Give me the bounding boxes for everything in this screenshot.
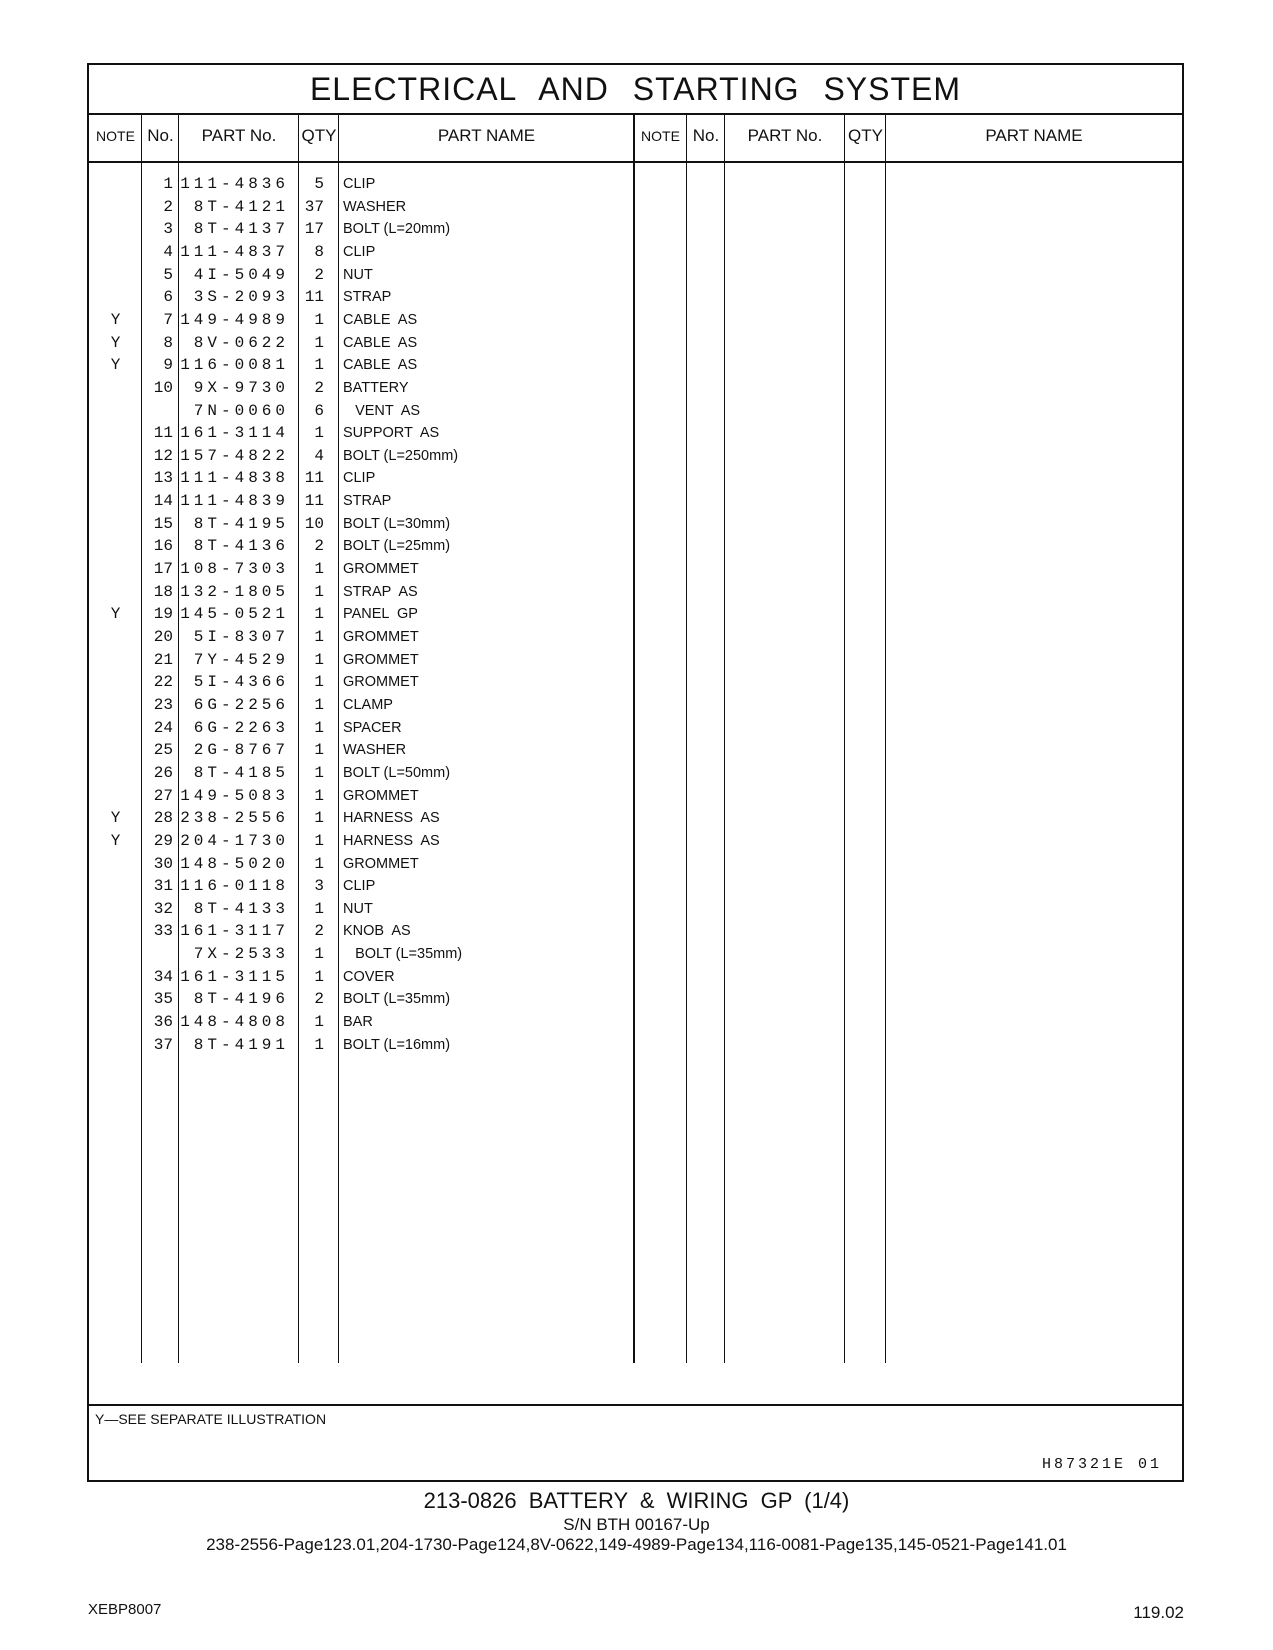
part-name-cell: WASHER (343, 742, 407, 759)
publication-code: XEBP8007 (88, 1601, 162, 1618)
part-name-cell: BATTERY (343, 379, 409, 396)
header-part-name-right: PART NAME (985, 126, 1083, 145)
part-number-cell: 8T-4137 (193, 220, 289, 239)
part-number-cell: 145-0521 (180, 605, 289, 624)
item-number-cell: 30 (153, 854, 173, 873)
header-no-left: No. (147, 126, 174, 145)
header-qty-left: QTY (301, 126, 337, 145)
column-divider (724, 113, 725, 1363)
note-cell: Y (110, 831, 121, 850)
part-number-cell: 8T-4133 (193, 899, 289, 918)
quantity-cell: 1 (314, 786, 324, 805)
quantity-cell: 17 (304, 220, 324, 239)
part-number-cell: 7Y-4529 (193, 650, 289, 669)
item-number-cell: 4 (163, 242, 173, 261)
quantity-cell: 2 (314, 922, 324, 941)
part-name-cell: KNOB AS (343, 923, 411, 940)
page-title: ELECTRICAL AND STARTING SYSTEM (89, 65, 1182, 115)
quantity-cell: 1 (314, 1035, 324, 1054)
part-name-cell: SPACER (343, 719, 402, 736)
item-number-cell: 13 (153, 469, 173, 488)
item-number-cell: 10 (153, 378, 173, 397)
quantity-cell: 1 (314, 809, 324, 828)
quantity-cell: 11 (304, 288, 324, 307)
quantity-cell: 1 (314, 333, 324, 352)
item-number-cell: 18 (153, 582, 173, 601)
item-number-cell: 12 (153, 446, 173, 465)
item-number-cell: 20 (153, 628, 173, 646)
quantity-cell: 1 (314, 831, 324, 850)
quantity-cell: 11 (304, 492, 324, 511)
part-name-cell: PANEL GP (343, 606, 418, 623)
part-number-cell: 8T-4185 (193, 763, 289, 782)
item-number-cell: 2 (163, 197, 173, 216)
part-number-cell: 111-4836 (180, 175, 289, 193)
group-caption: 213-0826 BATTERY & WIRING GP (1/4) (423, 1488, 850, 1513)
part-name-cell: SUPPORT AS (343, 425, 440, 442)
part-number-cell: 8T-4195 (193, 514, 289, 533)
part-number-cell: 148-4808 (180, 1013, 289, 1032)
part-name-cell: CLAMP (343, 696, 393, 713)
part-name-cell: BOLT (L=35mm) (343, 946, 463, 963)
part-name-cell: BOLT (L=250mm) (343, 447, 459, 464)
note-cell: Y (110, 605, 121, 624)
part-name-cell: WASHER (343, 198, 407, 215)
part-number-cell: 161-3114 (180, 424, 289, 443)
part-number-cell: 111-4838 (180, 469, 289, 488)
part-name-cell: CABLE AS (343, 334, 418, 351)
item-number-cell: 8 (163, 333, 173, 352)
part-name-cell: CLIP (343, 243, 376, 260)
part-name-cell: GROMMET (343, 629, 419, 645)
item-number-cell: 23 (153, 695, 173, 714)
footnote: Y—SEE SEPARATE ILLUSTRATION (95, 1411, 327, 1427)
part-number-cell: 132-1805 (180, 582, 289, 601)
part-name-cell: VENT AS (343, 402, 421, 419)
item-number-cell: 14 (153, 492, 173, 511)
quantity-cell: 1 (314, 356, 324, 375)
part-number-cell: 8T-4191 (193, 1035, 289, 1054)
column-divider (633, 113, 635, 1363)
part-number-cell: 9X-9730 (193, 378, 289, 397)
item-number-cell: 31 (153, 877, 173, 896)
document-reference: H87321E 01 (1041, 1456, 1162, 1473)
item-number-cell: 29 (153, 831, 173, 850)
part-name-cell: GROMMET (343, 674, 419, 691)
column-divider (844, 113, 845, 1363)
part-name-cell: NUT (343, 266, 373, 283)
part-number-cell: 8V-0622 (193, 333, 289, 352)
part-name-cell: GROMMET (343, 561, 419, 578)
part-name-cell: CABLE AS (343, 311, 418, 328)
quantity-cell: 10 (304, 514, 324, 533)
quantity-cell: 3 (314, 877, 324, 896)
item-number-cell: 15 (153, 514, 173, 533)
note-cell: Y (110, 809, 121, 828)
part-number-cell: 8T-4121 (193, 197, 289, 216)
item-number-cell: 35 (153, 990, 173, 1009)
quantity-cell: 1 (314, 650, 324, 669)
quantity-cell: 2 (314, 378, 324, 397)
note-cell: Y (110, 333, 121, 352)
item-number-cell: 11 (153, 424, 173, 443)
page-cross-references: 238-2556-Page123.01,204-1730-Page124,8V-0622,149-4989-Page134,116-0081-Page135,145-0521-Page141.01 (206, 1535, 1067, 1554)
part-name-cell: GROMMET (343, 651, 419, 668)
column-header-row (89, 113, 1182, 163)
header-part-no-right: PART No. (747, 126, 823, 145)
part-name-cell: STRAP (343, 493, 392, 510)
quantity-cell: 1 (314, 854, 324, 873)
table-bottom-rule (89, 1404, 1182, 1406)
part-number-cell: 2G-8767 (193, 741, 289, 760)
quantity-cell: 1 (314, 1013, 324, 1032)
part-name-cell: BAR (343, 1014, 373, 1031)
quantity-cell: 1 (314, 673, 324, 692)
item-number-cell: 22 (153, 673, 173, 692)
part-name-cell: NUT (343, 900, 373, 917)
part-number-cell: 7N-0060 (193, 401, 289, 420)
part-number-cell: 116-0118 (180, 877, 289, 896)
quantity-cell: 37 (304, 197, 324, 216)
quantity-cell: 8 (314, 242, 324, 261)
part-number-cell: 111-4839 (180, 492, 289, 511)
item-number-cell: 34 (153, 967, 173, 986)
quantity-cell: 1 (314, 763, 324, 782)
item-number-cell: 17 (153, 560, 173, 579)
item-number-cell: 9 (163, 356, 173, 375)
part-name-cell: GROMMET (343, 787, 419, 804)
part-number-cell: 8T-4196 (193, 990, 289, 1009)
part-name-cell: BOLT (L=16mm) (343, 1036, 451, 1053)
part-number-cell: 149-4989 (180, 310, 289, 329)
item-number-cell: 21 (153, 650, 173, 669)
quantity-cell: 1 (314, 628, 324, 646)
part-name-cell: STRAP AS (343, 583, 418, 600)
part-name-cell: CABLE AS (343, 357, 418, 374)
part-number-cell: 157-4822 (180, 446, 289, 465)
header-part-name-left: PART NAME (437, 126, 536, 145)
part-name-cell: HARNESS AS (343, 832, 440, 849)
part-number-cell: 5I-8307 (193, 628, 289, 646)
item-number-cell: 24 (153, 718, 173, 737)
quantity-cell: 1 (314, 695, 324, 714)
quantity-cell: 1 (314, 899, 324, 918)
quantity-cell: 2 (314, 265, 324, 284)
quantity-cell: 2 (314, 990, 324, 1009)
part-number-cell: 148-5020 (180, 854, 289, 873)
parts-list-frame (87, 63, 1184, 1482)
item-number-cell: 7 (163, 310, 173, 329)
item-number-cell: 6 (163, 288, 173, 307)
part-name-cell: HARNESS AS (343, 810, 440, 827)
part-number-cell: 5I-4366 (193, 673, 289, 692)
header-part-no-left: PART No. (201, 126, 277, 145)
item-number-cell: 32 (153, 899, 173, 918)
part-name-cell: CLIP (343, 470, 376, 487)
part-number-cell: 6G-2256 (193, 695, 289, 714)
serial-range: S/N BTH 00167-Up (563, 1515, 710, 1534)
header-note-left: NOTE (96, 128, 135, 144)
quantity-cell: 1 (314, 945, 324, 964)
part-name-cell: COVER (343, 968, 395, 985)
part-number-cell: 3S-2093 (193, 288, 289, 307)
part-number-cell: 7X-2533 (193, 945, 289, 964)
quantity-cell: 11 (304, 469, 324, 488)
page-number: 119.02 (1133, 1603, 1184, 1622)
part-number-cell: 6G-2263 (193, 718, 289, 737)
part-name-cell: BOLT (L=35mm) (343, 991, 451, 1008)
part-name-cell: CLIP (343, 176, 376, 192)
quantity-cell: 4 (314, 446, 324, 465)
header-qty-right: QTY (848, 126, 883, 145)
part-number-cell: 111-4837 (180, 242, 289, 261)
quantity-cell: 1 (314, 741, 324, 760)
part-name-cell: BOLT (L=25mm) (343, 538, 451, 555)
column-divider (338, 113, 339, 1363)
part-name-cell: BOLT (L=20mm) (343, 221, 451, 238)
part-number-cell: 161-3115 (180, 967, 289, 986)
quantity-cell: 1 (314, 582, 324, 601)
quantity-cell: 1 (314, 718, 324, 737)
item-number-cell: 33 (153, 922, 173, 941)
header-note-right: NOTE (641, 128, 680, 144)
item-number-cell: 26 (153, 763, 173, 782)
item-number-cell: 28 (153, 809, 173, 828)
part-name-cell: STRAP (343, 289, 392, 306)
note-cell: Y (110, 356, 121, 375)
part-number-cell: 116-0081 (180, 356, 289, 375)
part-name-cell: CLIP (343, 878, 376, 895)
item-number-cell: 3 (163, 220, 173, 239)
item-number-cell: 27 (153, 786, 173, 805)
quantity-cell: 1 (314, 967, 324, 986)
quantity-cell: 2 (314, 537, 324, 556)
column-divider (885, 113, 886, 1363)
part-name-cell: BOLT (L=50mm) (343, 764, 451, 781)
part-name-cell: GROMMET (343, 855, 419, 872)
item-number-cell: 1 (163, 175, 173, 193)
header-no-right: No. (692, 126, 720, 145)
item-number-cell: 19 (153, 605, 173, 624)
item-number-cell: 16 (153, 537, 173, 556)
part-number-cell: 161-3117 (180, 922, 289, 941)
note-cell: Y (110, 310, 121, 329)
part-number-cell: 204-1730 (180, 831, 289, 850)
quantity-cell: 1 (314, 605, 324, 624)
part-number-cell: 108-7303 (180, 560, 289, 579)
part-number-cell: 238-2556 (180, 809, 289, 828)
item-number-cell: 36 (153, 1013, 173, 1032)
part-number-cell: 4I-5049 (193, 265, 289, 284)
column-divider (686, 113, 687, 1363)
item-number-cell: 5 (163, 265, 173, 284)
item-number-cell: 25 (153, 741, 173, 760)
quantity-cell: 1 (314, 310, 324, 329)
part-number-cell: 149-5083 (180, 786, 289, 805)
part-number-cell: 8T-4136 (193, 537, 289, 556)
part-name-cell: BOLT (L=30mm) (343, 515, 451, 532)
quantity-cell: 1 (314, 424, 324, 443)
quantity-cell: 6 (314, 401, 324, 420)
quantity-cell: 5 (314, 175, 324, 193)
item-number-cell: 37 (153, 1035, 173, 1054)
quantity-cell: 1 (314, 560, 324, 579)
